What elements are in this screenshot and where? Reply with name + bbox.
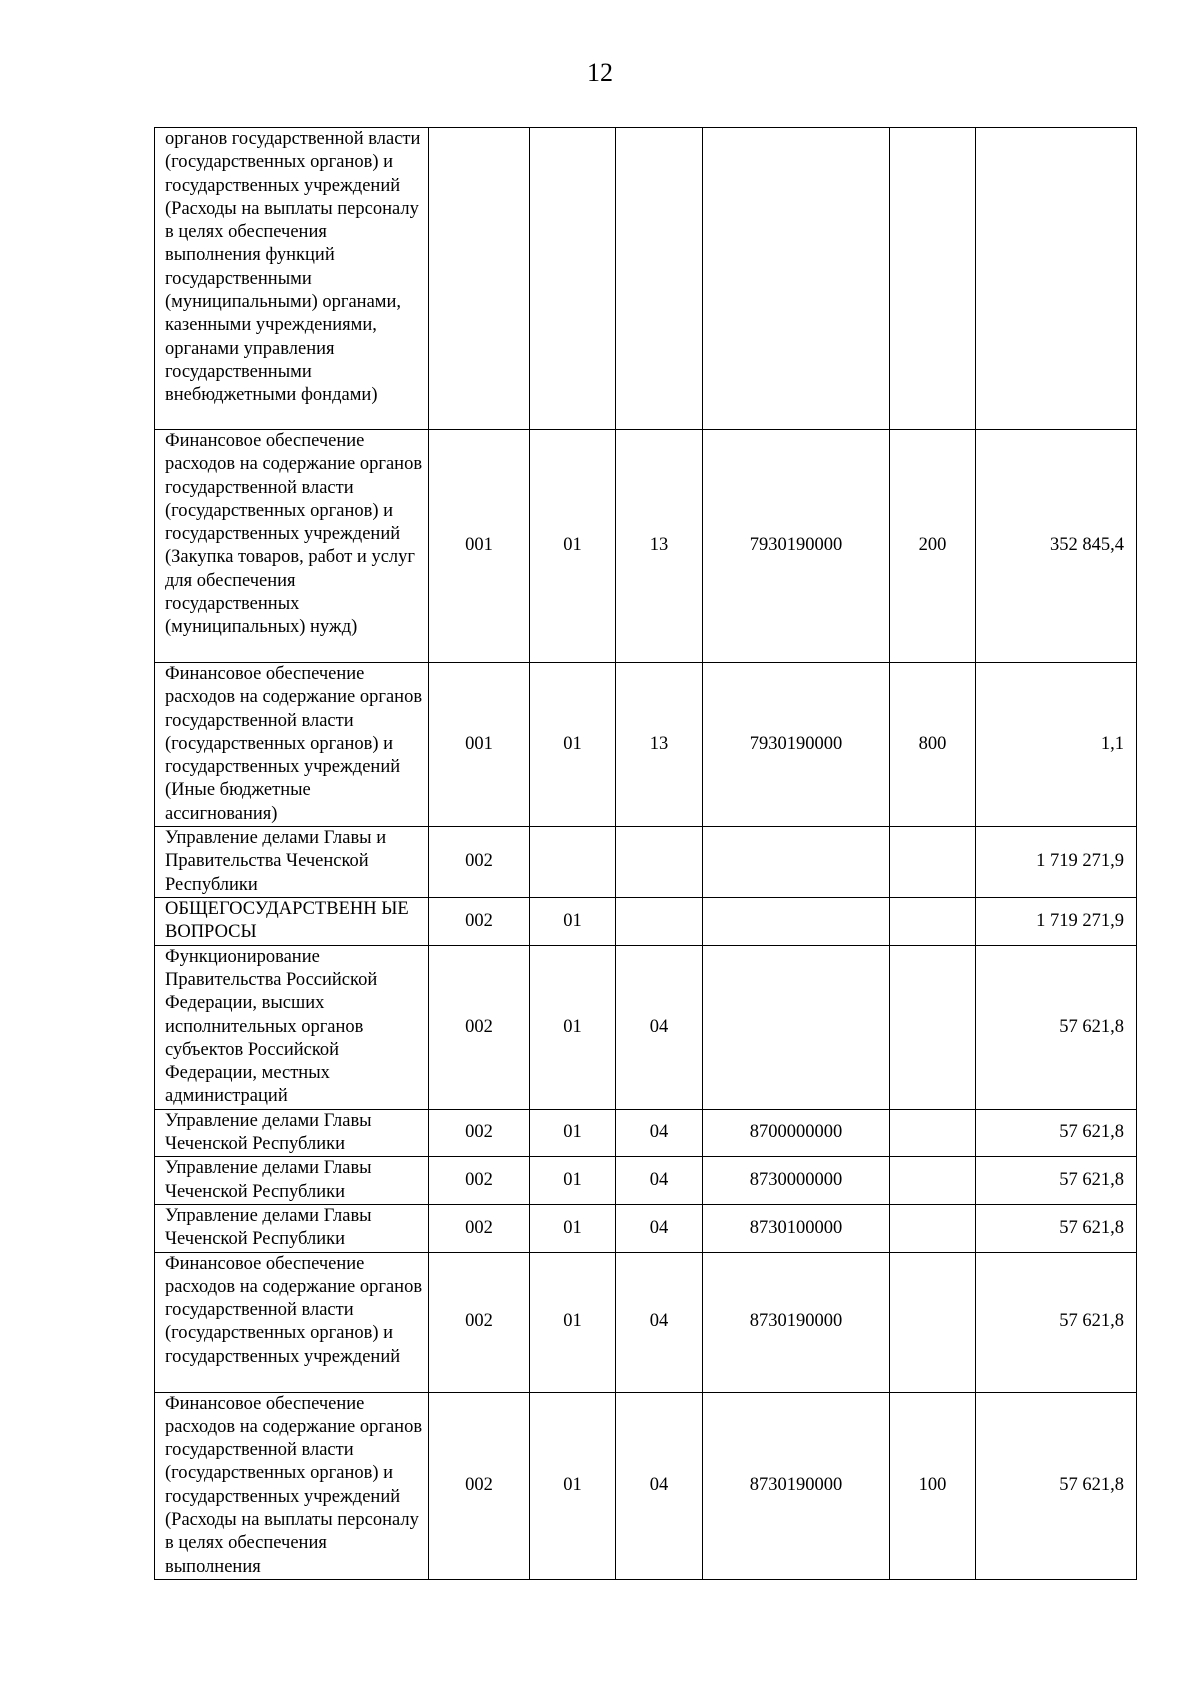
pr-cell: 04 (616, 1204, 703, 1252)
csr-cell: 8730000000 (703, 1157, 890, 1205)
pr-cell (616, 898, 703, 946)
rz-cell: 01 (530, 1109, 616, 1157)
amount-cell: 1 719 271,9 (976, 898, 1137, 946)
pr-cell: 13 (616, 430, 703, 663)
ved-cell: 001 (429, 663, 530, 827)
amount-cell: 57 621,8 (976, 1252, 1137, 1392)
csr-cell: 7930190000 (703, 663, 890, 827)
row-name: Финансовое обеспечение расходов на содержание органов государственной власти (государственных органов) и государственных учреждений (Иные бюджетные ассигнования) (155, 663, 429, 827)
row-name: Финансовое обеспечение расходов на содержание органов государственной власти (государственных органов) и государственных учреждений (Расходы на выплаты персоналу в целях обеспечения выполнения (155, 1392, 429, 1579)
table-row (155, 128, 1137, 430)
ved-cell: 002 (429, 827, 530, 898)
row-name: Функционирование Правительства Российской Федерации, высших исполнительных органов субъектов Российской Федерации, местных администраций (155, 945, 429, 1109)
rz-cell: 01 (530, 898, 616, 946)
vr-cell: 200 (890, 430, 976, 663)
vr-cell (890, 1109, 976, 1157)
row-name: Управление делами Главы Чеченской Республики (155, 1204, 429, 1252)
table-row (155, 663, 1137, 827)
table-row (155, 1109, 1137, 1157)
vr-cell (890, 898, 976, 946)
rz-cell: 01 (530, 945, 616, 1109)
ved-cell: 002 (429, 1392, 530, 1579)
budget-table (154, 127, 1137, 1580)
ved-cell: 002 (429, 1252, 530, 1392)
table-row (155, 1204, 1137, 1252)
csr-cell (703, 128, 890, 430)
ved-cell: 002 (429, 945, 530, 1109)
table-row (155, 945, 1137, 1109)
vr-cell (890, 1252, 976, 1392)
vr-cell (890, 827, 976, 898)
amount-cell: 57 621,8 (976, 1109, 1137, 1157)
csr-cell (703, 827, 890, 898)
row-name: Управление делами Главы Чеченской Республики (155, 1109, 429, 1157)
rz-cell (530, 827, 616, 898)
amount-cell: 57 621,8 (976, 1204, 1137, 1252)
vr-cell: 800 (890, 663, 976, 827)
row-name: Управление делами Главы Чеченской Республики (155, 1157, 429, 1205)
vr-cell: 100 (890, 1392, 976, 1579)
ved-cell (429, 128, 530, 430)
amount-cell: 57 621,8 (976, 945, 1137, 1109)
amount-cell: 1,1 (976, 663, 1137, 827)
pr-cell: 04 (616, 1157, 703, 1205)
csr-cell (703, 945, 890, 1109)
table-row (155, 1252, 1137, 1392)
csr-cell: 8730100000 (703, 1204, 890, 1252)
csr-cell: 7930190000 (703, 430, 890, 663)
vr-cell (890, 1157, 976, 1205)
csr-cell: 8700000000 (703, 1109, 890, 1157)
pr-cell (616, 128, 703, 430)
row-name: ОБЩЕГОСУДАРСТВЕНН ЫЕ ВОПРОСЫ (155, 898, 429, 946)
amount-cell: 57 621,8 (976, 1392, 1137, 1579)
pr-cell (616, 827, 703, 898)
rz-cell: 01 (530, 430, 616, 663)
table-row (155, 1392, 1137, 1579)
rz-cell: 01 (530, 1252, 616, 1392)
csr-cell: 8730190000 (703, 1252, 890, 1392)
pr-cell: 04 (616, 1252, 703, 1392)
pr-cell: 04 (616, 945, 703, 1109)
vr-cell (890, 945, 976, 1109)
vr-cell (890, 1204, 976, 1252)
csr-cell (703, 898, 890, 946)
table-row (155, 827, 1137, 898)
table-row (155, 898, 1137, 946)
ved-cell: 001 (429, 430, 530, 663)
csr-cell: 8730190000 (703, 1392, 890, 1579)
ved-cell: 002 (429, 1109, 530, 1157)
amount-cell: 1 719 271,9 (976, 827, 1137, 898)
pr-cell: 13 (616, 663, 703, 827)
row-name: Управление делами Главы и Правительства Чеченской Республики (155, 827, 429, 898)
rz-cell (530, 128, 616, 430)
table-row (155, 430, 1137, 663)
rz-cell: 01 (530, 1157, 616, 1205)
rz-cell: 01 (530, 1204, 616, 1252)
ved-cell: 002 (429, 1204, 530, 1252)
table-row (155, 1157, 1137, 1205)
row-name: Финансовое обеспечение расходов на содержание органов государственной власти (государственных органов) и государственных учреждений (Закупка товаров, работ и услуг для обеспечения государственных (муниципальных) нужд) (155, 430, 429, 663)
amount-cell (976, 128, 1137, 430)
row-name: Финансовое обеспечение расходов на содержание органов государственной власти (государственных органов) и государственных учреждений (155, 1252, 429, 1392)
rz-cell: 01 (530, 663, 616, 827)
vr-cell (890, 128, 976, 430)
rz-cell: 01 (530, 1392, 616, 1579)
page-number: 12 (587, 58, 613, 87)
ved-cell: 002 (429, 898, 530, 946)
table-body (155, 128, 1137, 1580)
ved-cell: 002 (429, 1157, 530, 1205)
amount-cell: 352 845,4 (976, 430, 1137, 663)
row-name: органов государственной власти (государственных органов) и государственных учреждений (Расходы на выплаты персоналу в целях обеспечения выполнения функций государственными (муниципальными) органами, казенными учреждениями, органами управления государственными внебюджетными фондами) (155, 128, 429, 430)
amount-cell: 57 621,8 (976, 1157, 1137, 1205)
pr-cell: 04 (616, 1109, 703, 1157)
pr-cell: 04 (616, 1392, 703, 1579)
